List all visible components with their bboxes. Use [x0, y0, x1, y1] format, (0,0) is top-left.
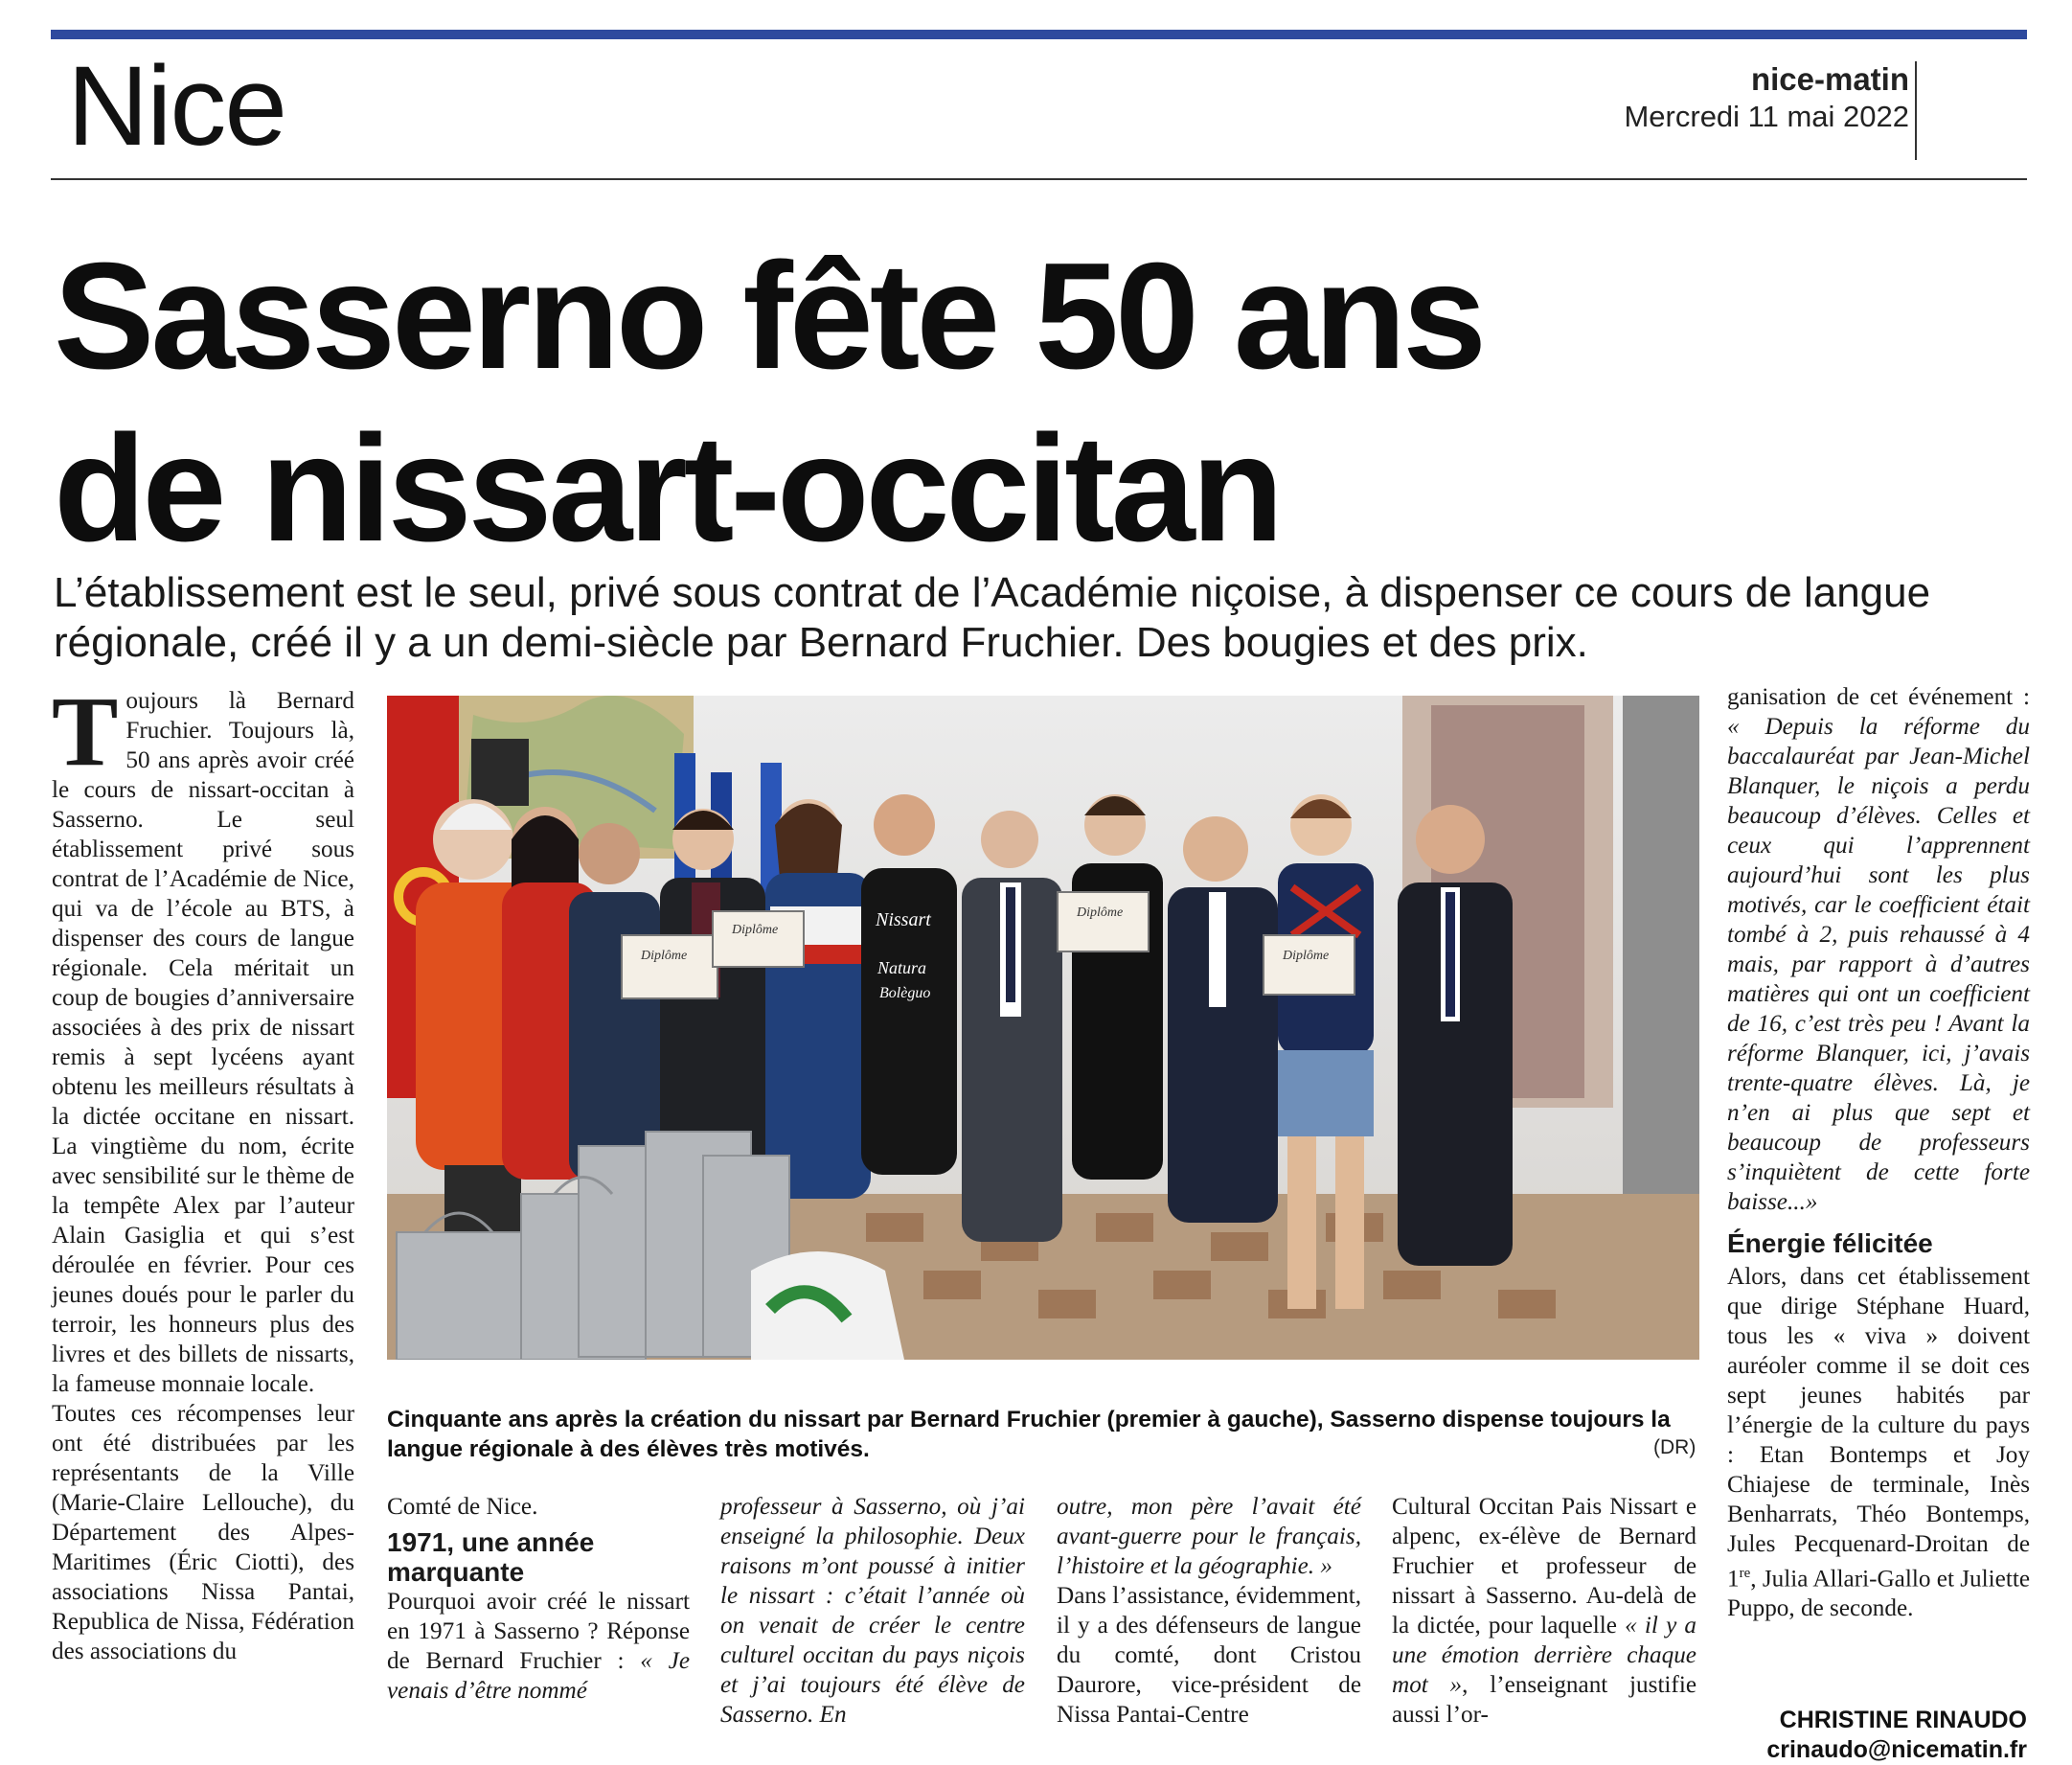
col6-quote: « Depuis la réforme du baccalauréat par Jean-Michel Blanquer, le niçois a perdu beaucoup d’élèves. Celles et ceux qui l’apprennent aujourd’hui sont les plus motivés, car le coefficient était tombé à 2, puis rehaussé à 4 mais, par rapport à d’autres matières qui ont un coefficient de 16, c’est très peu ! Avant la réforme Blanquer, ici, j’avais trente-quatre élèves. Là, je n’en ai plus que sept et beaucoup de professeurs s’inquiètent de cette forte baisse...»: [1727, 714, 2030, 1215]
section-title: Nice: [67, 43, 286, 170]
headline-line-1: Sasserno fête 50 ans: [54, 232, 1484, 401]
diploma-4: [1264, 935, 1355, 995]
brand-name: nice-matin: [1750, 61, 1909, 97]
diploma-3: [1058, 892, 1149, 951]
group-photo: [387, 696, 1699, 1360]
publication-date: Mercredi 11 mai 2022: [1624, 100, 1909, 133]
col4-quote: outre, mon père l’avait été avant-guerre pour le français, l’histoire et la géographie. »: [1057, 1494, 1361, 1579]
diploma-2: [713, 911, 804, 967]
shirt-text-2: Natura: [877, 958, 927, 977]
headline-line-2: de nissart-occitan: [54, 404, 1281, 573]
column-4: [1057, 1492, 1361, 1730]
col5-paragraph: Cultural Occitan Pais Nissart e alpenc, ex-élève de Bernard Fruchier et professeur de nissart à Sasserno. Au-delà de la dictée, pour laquelle: [1392, 1494, 1696, 1639]
col4-paragraph: Dans l’assistance, évidemment, il y a des défenseurs de langue du comté, dont Cristou Daurore, vice-président de Nissa Pantai-Centre: [1057, 1583, 1361, 1728]
column-1: [52, 676, 354, 1666]
masthead: [1624, 61, 1909, 136]
svg-text:Diplôme: Diplôme: [732, 923, 779, 937]
col1-paragraph-1: oujours là Bernard Fruchier. Toujours là, 50 ans après avoir créé le cours de nissart-occitan à Sasserno. Le seul établissement privé sous contrat de l’Académie de Nice, qui va de l’école au BTS, à dispenser des cours de langue régionale. Cela méritait un coup de bougies d’anniversaire associées à des prix de nissart remis à sept lycéens ayant obtenu les meilleurs résultats à la dictée occitane en nissart. La vingtième du nom, écrite avec sensibilité sur le thème de la tempête Alex par l’auteur Alain Gasiglia et qui s’est déroulée en février. Pour ces jeunes doués pour le parler du terroir, les honneurs plus des livres et des billets de nissarts, la fameuse monnaie locale.: [52, 688, 354, 1397]
photo-caption: Cinquante ans après la création du nissart par Bernard Fruchier (premier à gauche), Sasserno dispense toujours la langue régionale à des élèves très motivés.: [387, 1407, 1671, 1462]
col2-quote-start: « Je venais d’être nommé: [387, 1648, 690, 1704]
col6-paragraph-1: ganisation de cet événement :: [1727, 684, 2030, 710]
top-color-bar: [51, 30, 2027, 39]
superscript: re: [1739, 1566, 1751, 1581]
col3-quote: professeur à Sasserno, où j’ai enseigné la philosophie. Deux raisons m’ont poussé à initier le nissart : c’était l’année où on venait de créer le centre culturel occitan du pays niçois et j’ai toujours été élève de Sasserno. En: [720, 1494, 1025, 1728]
group-photo-illustration: [387, 696, 1699, 1360]
col6-paragraph-2-end: , Julia Allari-Gallo et Juliette Puppo, de seconde.: [1727, 1566, 2030, 1622]
author-email[interactable]: crinaudo@nicematin.fr: [1766, 1736, 2027, 1763]
col2-subhead: 1971, une année marquante: [387, 1527, 595, 1587]
col5-quote: « il y a une émotion derrière chaque mot »: [1392, 1613, 1697, 1698]
photo-credit: (DR): [1653, 1436, 1696, 1458]
masthead-divider: [1915, 61, 1917, 160]
diploma-1: [622, 935, 717, 998]
author-signature: [1766, 1706, 2027, 1765]
col6-subhead: Énergie félicitée: [1727, 1228, 1933, 1258]
header-rule: [51, 178, 2027, 180]
col5-paragraph-end: , l’enseignant justifie aussi l’or-: [1392, 1672, 1696, 1728]
col2-paragraph-1: Comté de Nice.: [387, 1494, 538, 1520]
headline: [54, 230, 1483, 575]
svg-text:Diplôme: Diplôme: [1077, 905, 1124, 920]
column-5: [1392, 1492, 1696, 1730]
column-6: [1727, 682, 2030, 1623]
col1-paragraph-2: Toutes ces récompenses leur ont été distribuées par les représentants de la Ville (Marie-Claire Lellouche), du Département des Alpes-Maritimes (Éric Ciotti), des associations Nissa Pantai, Republica de Nissa, Fédération des associations du: [52, 1401, 354, 1664]
lead-paragraph: L’établissement est le seul, privé sous contrat de l’Académie niçoise, à dispenser ce cours de langue régionale, créé il y a un demi-siècle par Bernard Fruchier. Des bougies et des prix.: [54, 569, 1931, 666]
svg-text:Diplôme: Diplôme: [1283, 949, 1330, 963]
col2-paragraph-2: Pourquoi avoir créé le nissart en 1971 à Sasserno ? Réponse de Bernard Fruchier :: [387, 1589, 690, 1674]
dropcap: T: [52, 676, 119, 787]
author-name: CHRISTINE RINAUDO: [1779, 1707, 2027, 1733]
svg-text:Diplôme: Diplôme: [641, 949, 688, 963]
column-3: [720, 1492, 1025, 1730]
shirt-text-1: Nissart: [876, 909, 931, 930]
column-2: [387, 1492, 690, 1706]
shirt-text-3: Bolèguo: [879, 985, 931, 1001]
col6-paragraph-2: Alors, dans cet établissement que dirige Stéphane Huard, tous les « viva » doivent auréoler comme il se doit ces sept jeunes habités par l’énergie de la culture du pays : Etan Bontemps et Joy Chiajese de terminale, Inès Benharrats, Théo Bontemps, Jules Pecquenard-Droitan de 1: [1727, 1264, 2030, 1593]
